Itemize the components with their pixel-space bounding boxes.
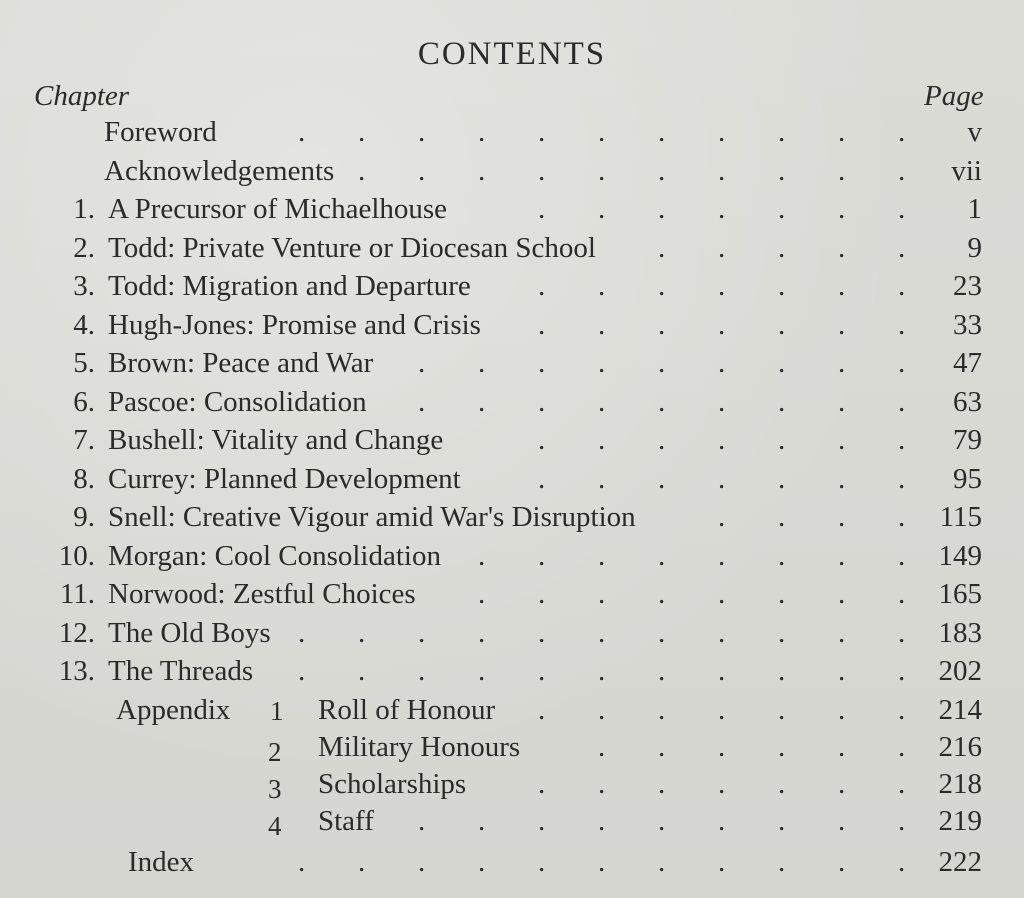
page-number: 1 (967, 193, 982, 225)
page-number: 214 (938, 693, 982, 726)
chapter-title: The Old Boys (108, 616, 271, 649)
toc-entry (0, 540, 1024, 578)
chapter-title: Brown: Peace and War (108, 347, 374, 379)
toc-entry (0, 655, 1024, 693)
appendix-number: 1 (270, 695, 284, 726)
chapter-number: 7. (73, 424, 95, 456)
leader-dots: . . . . . . . . . (418, 347, 906, 379)
leader-dots: . . . . . . . . . . . (298, 845, 906, 878)
toc-entry (0, 116, 1024, 154)
page-number: 165 (938, 578, 982, 610)
leader-dots: . . . . . . . . . . . (298, 116, 906, 148)
leader-dots: . . . . . . . . . . . (298, 655, 906, 687)
page-number: v (967, 116, 982, 148)
chapter-number: 11. (59, 578, 95, 610)
page-number: vii (951, 154, 982, 187)
appendix-entry (0, 768, 1024, 806)
chapter-title: Currey: Planned Development (108, 462, 461, 495)
page-number: 79 (953, 424, 982, 456)
leader-dots: . . . . . . . (538, 308, 906, 341)
chapter-title: Foreword (104, 116, 217, 148)
page-number: 115 (939, 501, 982, 533)
chapter-number: 10. (58, 539, 95, 572)
chapter-number: 12. (58, 616, 95, 649)
index-entry (0, 846, 1024, 884)
toc-entry (0, 232, 1024, 270)
toc-entry (0, 309, 1024, 347)
toc-entry (0, 270, 1024, 308)
page-number: 222 (938, 845, 982, 878)
toc-entry (0, 424, 1024, 462)
appendix-label: Appendix (116, 693, 231, 726)
page-number: 47 (953, 347, 982, 379)
chapter-title: The Threads (108, 655, 254, 687)
appendix-title: Roll of Honour (318, 693, 496, 726)
leader-dots: . . . . . . . (538, 193, 906, 225)
chapter-number: 6. (73, 385, 95, 418)
toc-entry (0, 386, 1024, 424)
appendix-number: 4 (268, 810, 282, 841)
chapter-number: 13. (58, 655, 95, 687)
chapter-title: Pascoe: Consolidation (108, 385, 367, 418)
leader-dots: . . . . . . . (538, 270, 906, 302)
index-title: Index (128, 845, 195, 878)
leader-dots: . . . . . . (598, 730, 906, 763)
leader-dots: . . . . (718, 501, 906, 533)
appendix-number: 2 (268, 736, 282, 767)
leader-dots: . . . . . . . . . (418, 804, 906, 837)
leader-dots: . . . . . . . . . . (358, 154, 906, 187)
chapter-number: 1. (73, 193, 95, 225)
page-number: 33 (953, 308, 982, 341)
chapter-title: Hugh-Jones: Promise and Crisis (108, 308, 481, 341)
page-number: 216 (938, 730, 982, 763)
appendix-title: Military Honours (318, 730, 521, 763)
appendix-entry (0, 805, 1024, 843)
chapter-title: Morgan: Cool Consolidation (108, 539, 441, 572)
chapter-title: Bushell: Vitality and Change (108, 424, 444, 456)
page-number: 219 (938, 804, 982, 837)
chapter-title: Acknowledgements (104, 154, 335, 187)
toc-entry (0, 193, 1024, 231)
page-column-heading: Page (924, 80, 984, 112)
leader-dots: . . . . . . . . . . . (298, 616, 906, 649)
chapter-title: A Precursor of Michaelhouse (108, 193, 448, 225)
appendix-title: Scholarships (318, 767, 467, 800)
chapter-title: Todd: Private Venture or Diocesan School (108, 231, 596, 264)
leader-dots: . . . . . . . (538, 767, 906, 800)
leader-dots: . . . . . . . (538, 462, 906, 495)
appendix-entry (0, 731, 1024, 769)
chapter-number: 3. (73, 270, 95, 302)
leader-dots: . . . . . . . . . (418, 385, 906, 418)
page-number: 63 (953, 385, 982, 418)
chapter-column-heading: Chapter (34, 80, 130, 112)
leader-dots: . . . . . . . . (478, 539, 906, 572)
chapter-number: 2. (73, 231, 95, 264)
chapter-title: Norwood: Zestful Choices (108, 578, 416, 610)
page-number: 218 (938, 767, 982, 800)
chapter-title: Todd: Migration and Departure (108, 270, 471, 302)
chapter-number: 8. (73, 462, 95, 495)
page-number: 202 (938, 655, 982, 687)
toc-entry (0, 578, 1024, 616)
toc-entry (0, 463, 1024, 501)
toc-entry (0, 155, 1024, 193)
toc-entry (0, 617, 1024, 655)
toc-entry (0, 347, 1024, 385)
page-number: 183 (938, 616, 982, 649)
toc-entry (0, 501, 1024, 539)
chapter-number: 5. (73, 347, 95, 379)
page-number: 95 (953, 462, 982, 495)
appendix-entry (0, 694, 1024, 732)
chapter-number: 4. (73, 308, 95, 341)
appendix-number: 3 (268, 773, 282, 804)
leader-dots: . . . . . (658, 231, 906, 264)
page-number: 23 (953, 270, 982, 302)
leader-dots: . . . . . . . (538, 693, 906, 726)
leader-dots: . . . . . . . (538, 424, 906, 456)
page-title: CONTENTS (417, 36, 607, 72)
chapter-number: 9. (73, 501, 95, 533)
chapter-title: Snell: Creative Vigour amid War's Disruption (108, 501, 636, 533)
leader-dots: . . . . . . . . (478, 578, 906, 610)
page-number: 149 (938, 539, 982, 572)
page-number: 9 (967, 231, 982, 264)
appendix-title: Staff (318, 804, 374, 837)
